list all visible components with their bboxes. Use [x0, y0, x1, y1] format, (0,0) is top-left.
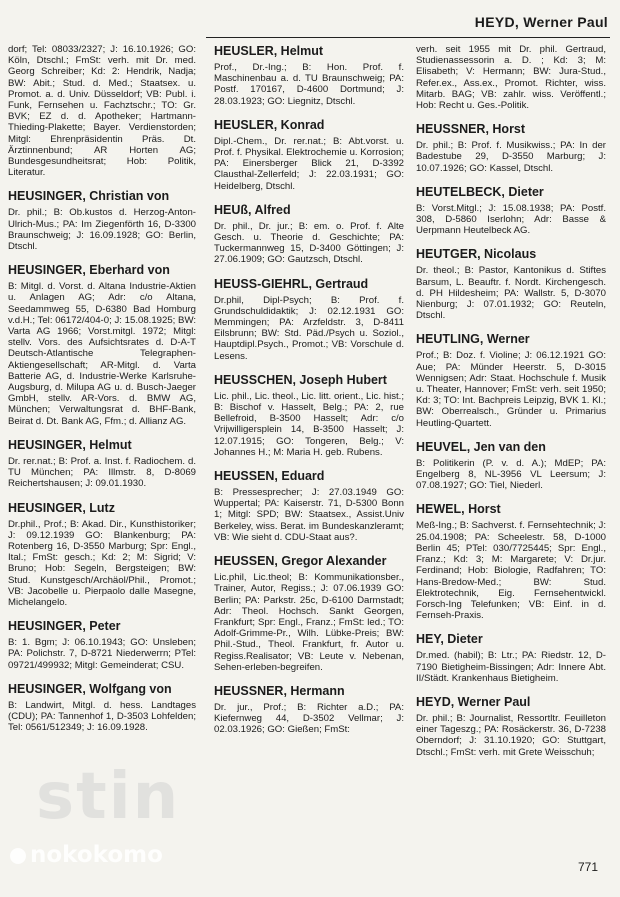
entry-name: HEUSLER, Konrad	[214, 117, 325, 132]
entry-text: B: Vorst.Mitgl.; J: 15.08.1938; PA: Postf. 308, D-5860 Iserlohn; Adr: Basse & Uerpmann Heutelbeck AG.	[416, 202, 606, 237]
entry-text: dorf; Tel: 08033/2327; J: 16.10.1926; GO: Köln, Dtschl.; FmSt: verh. mit Dr. med. Georg Schreiber; Kd: 2: Hendrik, Nadja; BW: Abit.; Stud. d. Med.; Staatsex. u. Promot. a. d. Univ. Düsseldorf; VB: Publ. i. Funk, Fernsehen u. Fachztschr.; TO: Gr. BVK; EZ d. d. Apotheker; Hartmann-Thieding-Plakette; Bayer. Verdienstorden; Mitgl: Ehrenpräsidentin Präs. Dt. Ärztinnenbund; AR Horten AG; Bundesgesundheitsrat; Hob: Politik, Literatur.	[8, 44, 196, 179]
directory-entry	[416, 247, 606, 321]
entry-name: HEY, Dieter	[416, 632, 483, 647]
entry-name: HEUSINGER, Peter	[8, 619, 121, 634]
entry-name: HEUSINGER, Christian von	[8, 189, 170, 204]
directory-entry	[8, 501, 196, 609]
entry-text: B: 1. Bgm; J: 06.10.1943; GO: Unsleben; PA: Polichstr. 7, D-8721 Niederwerrn; PTel: 09721/499932; Mitgl: Gemeinderat; CSU.	[8, 637, 196, 671]
entry-text: Dr. rer.nat.; B: Prof. a. Inst. f. Radiochem. d. TU München; PA: Illmstr. 8, D-8069 Reichertshausen; J: 09.01.1930.	[8, 455, 196, 490]
entry-text: Prof., Dr.-Ing.; B: Hon. Prof. f. Maschinenbau a. d. TU Braunschweig; PA: Postf. 170167, D-4600 Dortmund; J: 28.03.1923; GO: Liegnitz, Dtschl.	[214, 62, 404, 107]
directory-entry	[416, 440, 606, 492]
entry-name: HEUSINGER, Eberhard von	[8, 263, 170, 278]
entry-text: Dr. jur., Prof.; B: Richter a.D.; PA: Kiefernweg 44, D-3502 Vellmar; J: 02.03.1926; GO: Gießen; FmSt:	[214, 701, 404, 736]
directory-entry	[416, 632, 606, 684]
page-number: 771	[577, 860, 598, 874]
directory-entry	[214, 373, 404, 458]
entry-text: Dr. phil., Dr. jur.; B: em. o. Prof. f. Alte Gesch. u. Theorie d. Geschichte; PA: Tuckermannweg 15, D-3400 Göttingen; J: 27.06.1909; GO: Gautzsch, Dtschl.	[214, 220, 404, 266]
entry-text: Dr.phil., Prof.; B: Akad. Dir., Kunsthistoriker; J: 09.12.1939 GO: Blankenburg; PA: Rotenberg 16, D-3550 Marburg; Spr: Engl., Ital.; FmSt: gesch.; Kd: 2; M: Sigrid; V: Bruno; Hob: Segeln, Bergsteigen; BW: Stud. Kunstgesch/Archäol/Phil., Promot.; VB: Jacobelle u. Pierpaolo dalle Masegne, Michelangelo.	[8, 518, 196, 608]
directory-entry	[8, 438, 196, 490]
watermark-icon	[10, 848, 26, 864]
directory-entry	[8, 189, 196, 252]
directory-entry	[214, 44, 404, 107]
directory-entry	[8, 44, 196, 178]
entry-text: Dr. theol.; B: Pastor, Kantonikus d. Stiftes Barsum, L. Beauftr. f. Nordt. Kirchengesch. d. PH Hildesheim; PA: Wallstr. 5, D-3070 Nienburg; J: 07.01.1932; GO: Reuteln, Dtschl.	[416, 265, 606, 322]
entry-name: HEUSINGER, Wolfgang von	[8, 681, 172, 696]
directory-entry	[214, 118, 404, 192]
entry-name: HEUTLING, Werner	[416, 332, 530, 347]
entry-name: HEUSSNER, Hermann	[214, 683, 345, 698]
entry-text: B: Mitgl. d. Vorst. d. Altana Industrie-Aktien u. Anlagen AG; Adr: c/o Altana, Seedammweg 55, D-6380 Bad Homburg v.d.H.; Tel: 06172/404-0; J: 15.08.1925; BW: Varta AG 1966; Vorst.mitgl. 1972; Mitgl: stellv. Vors. des Aufsichtsrates d. D-A-T Deutsch-Atlantische Telegraphen-Aktiengesellschaft; AR-Mitgl. d. Varta Batterie AG, d. Industrie-Werke Karlsruhe-Augsburg, d. Milupa AG u. d. Busch-Jaeger GmbH, stellv. AR-Vors. d. BMW AG, München; Verwaltungsrat d. BHF-Bank, Beirat d. Dt. Bank AG, Ffm.; d. Allianz AG.	[8, 281, 196, 427]
watermark-text: nokokomo	[30, 842, 163, 868]
entry-name: HEUTGER, Nicolaus	[416, 247, 537, 262]
entry-text: Dr. phil.; B: Journalist, Ressortltr. Feuilleton einer Tageszg.; PA: Rosäckerstr. 36, D-7238 Oberndorf; J: 31.10.1920; GO: Stuttgart, Dtschl.; FmSt: verh. mit Grete Weisschuh;	[416, 712, 606, 758]
directory-entry	[416, 44, 606, 111]
directory-entry	[8, 682, 196, 734]
entry-text: Dr. phil.; B: Prof. f. Musikwiss.; PA: In der Badestube 29, D-3550 Marburg; J: 10.07.1926; GO: Kassel, Dtschl.	[416, 140, 606, 174]
directory-entry	[416, 695, 606, 758]
entry-text: verh. seit 1955 mit Dr. phil. Gertraud, Studienassessorin a. D. ; Kd: 3; M: Elisabeth; V: Hermann; BW: Jura-Stud., Refer.ex., Ass.ex., Promot. Richter, wiss. Mitarb. BAG; VB: zahlr. wiss. Veröffentl.; Hob: Recht u. Ges.-Politik.	[416, 44, 606, 112]
entry-name: HEUVEL, Jen van den	[416, 439, 546, 454]
entry-name: HEUTELBECK, Dieter	[416, 184, 544, 199]
directory-entry	[214, 684, 404, 736]
directory-entry	[416, 122, 606, 174]
column-3	[416, 44, 606, 769]
entry-name: HEUSINGER, Lutz	[8, 500, 115, 515]
entry-text: Meß-Ing.; B: Sachverst. f. Fernsehtechnik; J: 25.04.1908; PA: Scheelestr. 58, D-1000 Berlin 45; PTel: 030/7725445; Spr: Engl., Franz.; Kd: 3; M: Margarete; V: Dr.jur. Ferdinand; Hob: Biologie, Radfahren; TO: Hans-Bredow-Med.; BW: Stud. Elektrotechnik, Eig. Fernsehentwickl. Forsch-Ing Telefunken; VB: Einf. in d. Fernseh-Praxis.	[416, 520, 606, 622]
entry-text: B: Landwirt, Mitgl. d. hess. Landtages (CDU); PA: Tannenhof 1, D-3503 Lohfelden; Tel: 0561/512349; J: 16.09.1928.	[8, 699, 196, 734]
entry-text: B: Politikerin (P. v. d. A.); MdEP; PA: Engelberg 8, NL-3956 VL Leersum; J: 07.08.1927; GO: Tiel, Niederl.	[416, 457, 606, 492]
entry-name: HEWEL, Horst	[416, 502, 501, 517]
entry-name: HEUSSCHEN, Joseph Hubert	[214, 372, 387, 387]
running-head: HEYD, Werner Paul	[474, 14, 608, 30]
entry-name: HEUSSEN, Gregor Alexander	[214, 554, 387, 569]
directory-entry	[214, 203, 404, 266]
entry-name: HEUSINGER, Helmut	[8, 437, 132, 452]
entry-name: HEUSSNER, Horst	[416, 122, 526, 137]
entry-text: Dipl.-Chem., Dr. rer.nat.; B: Abt.vorst. u. Prof. f. Physikal. Elektrochemie u. Korrosion; PA: Einersberger Blick 21, D-3392 Clausthal-Zellerfeld; J: 22.03.1931; GO: Heidelberg, Dtschl.	[214, 135, 404, 192]
entry-name: HEUSLER, Helmut	[214, 44, 324, 58]
entry-name: HEUSSEN, Eduard	[214, 469, 325, 484]
watermark-logo: stin	[36, 760, 181, 834]
directory-entry	[8, 263, 196, 427]
directory-entry	[214, 554, 404, 673]
entry-text: Dr.phil, Dipl-Psych; B: Prof. f. Grundschuldidaktik; J: 02.12.1931 GO: Memmingen; PA: Arzfeldstr. 3, D-8411 Eilsbrunn; BW: Std. Päd./Psych u. Soziol., Hauptdipl.Psych., Promot.; VB: Vorschule d. Lesens.	[214, 294, 404, 362]
entry-text: Dr. phil.; B: Ob.kustos d. Herzog-Anton-Ulrich-Mus.; PA: Im Ziegenförth 16, D-3300 Braunschweig; J: 16.09.1928; GO: Berlin, Dtschl.	[8, 207, 196, 253]
entry-name: HEUSS-GIEHRL, Gertraud	[214, 276, 369, 291]
directory-entry	[416, 332, 606, 428]
entry-text: Lic.phil, Lic.theol; B: Kommunikationsber., Trainer, Autor, Regiss.; J: 07.06.1939 GO: Berlin; PA: Parkstr. 25c, D-6100 Darmstadt; Adr: Theol. Hochsch. Sankt Georgen, Frankfurt; Spr: Engl., Franz.; FmSt: led.; TO: Adolf-Grimme-Pr., Wilh. Lübke-Preis; BW: Phil.-Stud., Theol. Frankfurt, fr. Autor u. Regiss.Realisator; VB: Leute v. Nebenan, Sehen-erleben-begreifen.	[214, 572, 404, 673]
entry-name: HEYD, Werner Paul	[416, 694, 531, 709]
entry-text: Dr.med. (habil); B: Ltr.; PA: Riedstr. 12, D-7190 Bietigheim-Bissingen; Adr: Innere Abt. II/Städt. Krankenhaus Bietigheim.	[416, 650, 606, 684]
directory-entry	[214, 469, 404, 543]
directory-entry	[416, 502, 606, 621]
entry-name: HEUß, Alfred	[214, 202, 291, 217]
entry-text: Prof.; B: Doz. f. Violine; J: 06.12.1921 GO: Aue; PA: Münder Heerstr. 5, D-3015 Wennigsen; Adr: Staat. Hochschule f. Musik u. Theater, Hannover; FmSt: verh. seit 1950; Kd: 3; TO: Int. Bachpreis Leipzig, BVK 1. Kl.; BW: Oberrealsch., Gründer u. Primarius Heutling-Quartett.	[416, 350, 606, 429]
column-2	[214, 44, 404, 747]
entry-text: B: Pressesprecher; J: 27.03.1949 GO: Wuppertal; PA: Kaiserstr. 71, D-5300 Bonn 1; Mitgl: SPD; BW: Staatsex., Assist.Univ Berkeley, wiss. Berat. im Bundeskanzleramt; VB: Wie sieht d. CDU-Staat aus?.	[214, 487, 404, 543]
column-1	[8, 44, 196, 744]
directory-entry	[416, 185, 606, 237]
entry-text: Lic. phil., Lic. theol., Lic. litt. orient., Lic. hist.; B: Bischof v. Hasselt, Belg.; PA: 2, rue Bellefroid, B-3500 Hasselt; Adr: c/o Vrijwilligersplein 14, B-3500 Hasselt; J: 12.07.1915; GO: Tongeren, Belg.; V: Johannes H.; M: Maria H. geb. Rubens.	[214, 390, 404, 458]
directory-entry	[214, 277, 404, 362]
directory-entry	[8, 619, 196, 671]
header-rule	[206, 37, 610, 38]
